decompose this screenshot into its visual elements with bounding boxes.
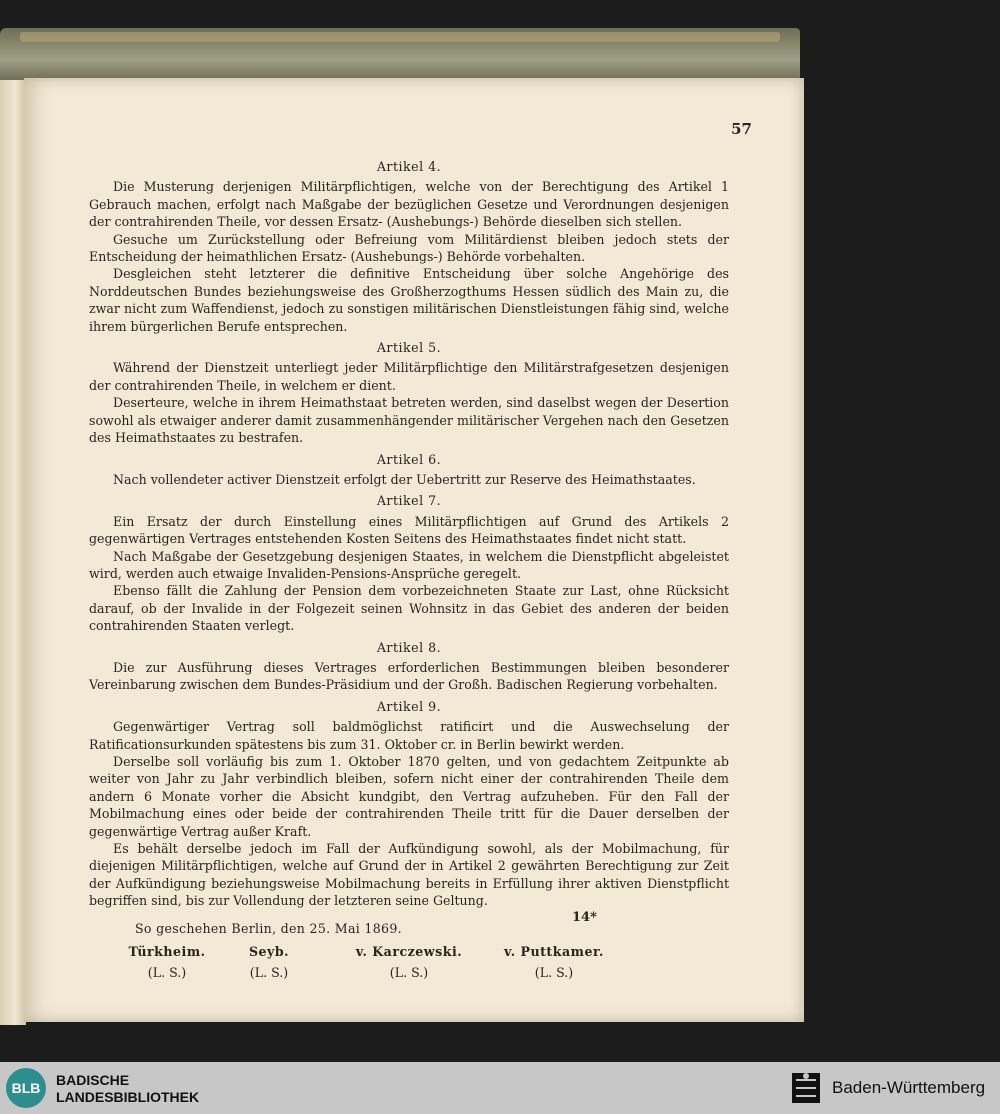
paragraph: Es behält derselbe jedoch im Fall der Aufkündigung sowohl, als der Mobilmachung, für diejenigen Militärpflichtigen, welche auf Grund der in Artikel 2 gewährten Berechtigung zur Zeit der Aufkündigung beziehungsweise Mobilmachung bereits in Erfüllung ihrer aktiven Dienstpflicht begriffen sind, bis zur Vollendung der letzteren seine Geltung.: [89, 841, 729, 909]
signer: [339, 943, 479, 982]
paragraph: Gegenwärtiger Vertrag soll baldmöglichst ratificirt und die Auswechselung der Ratificationsurkunden spätestens bis zum 31. Oktober cr. in Berlin bewirkt werden.: [89, 719, 729, 752]
signers-row: [89, 943, 729, 982]
signer: [229, 943, 309, 982]
signer-name: Seyb.: [248, 944, 290, 960]
footer-bar: [0, 1062, 1000, 1114]
signer-name: v. Puttkamer.: [504, 944, 604, 960]
article-title: Artikel 9.: [376, 698, 442, 714]
paragraph: Ein Ersatz der durch Einstellung eines Militärpflichtigen auf Grund des Artikels 2 gegenwärtigen Vertrages entstehenden Kosten Seitens des Heimathstaates findet nicht statt.: [89, 513, 729, 547]
seal-mark: (L. S.): [389, 965, 429, 981]
signer: [489, 943, 619, 982]
paragraph: Während der Dienstzeit unterliegt jeder Militärpflichtige den Militärstrafgesetzen desjenigen der contrahirenden Theile, in welchem er dient.: [89, 360, 729, 393]
seal-mark: (L. S.): [534, 965, 574, 981]
signer-name: v. Karczewski.: [355, 944, 463, 960]
paragraph: Nach vollendeter activer Dienstzeit erfolgt der Uebertritt zur Reserve des Heimathstaates.: [113, 471, 696, 487]
place-date: So geschehen Berlin, den 25. Mai 1869.: [135, 920, 402, 936]
paragraph: Derselbe soll vorläufig bis zum 1. Oktober 1870 gelten, und von gedachtem Zeitpunkte ab weiter von Jahr zu Jahr verbindlich bleiben, sofern nicht einer der contrahirenden Theile dem andern 6 Monate vorher die Absicht kundgibt, den Vertrag aufzuheben. Für den Fall der Mobilmachung eines oder beide der contrahirenden Theile tritt für die Dauer derselben der gegenwärtige Vertrag außer Kraft.: [89, 754, 729, 839]
blb-name-line2: LANDESBIBLIOTHEK: [56, 1089, 200, 1105]
bw-label[interactable]: Baden-Württemberg: [832, 1078, 986, 1097]
coat-of-arms-icon: [790, 1070, 822, 1106]
blb-logo-icon[interactable]: BLB: [6, 1068, 46, 1108]
article-title: Artikel 8.: [376, 639, 442, 655]
article-4: [89, 158, 729, 335]
signer: [117, 943, 217, 982]
article-6: [89, 451, 729, 489]
paragraph: Deserteure, welche in ihrem Heimathstaat betreten werden, sind daselbst wegen der Desertion sowohl als etwaiger anderer damit zusammenhängender militärischer Vergehen nach den Gesetzen des Heimathstaates zu bestrafen.: [89, 395, 729, 446]
blb-name-line1: BADISCHE: [56, 1072, 130, 1088]
paragraph: Die zur Ausführung dieses Vertrages erforderlichen Bestimmungen bleiben besonderer Vereinbarung zwischen dem Bundes-Präsidium und der Großh. Badischen Regierung vorbehalten.: [89, 659, 729, 693]
article-9: [89, 698, 729, 910]
article-5: [89, 339, 729, 446]
book-top-edge: [20, 32, 780, 42]
seal-mark: (L. S.): [249, 965, 289, 981]
page-content: [89, 154, 729, 982]
paragraph: Gesuche um Zurückstellung oder Befreiung vom Militärdienst bleiben jedoch stets der Entscheidung der heimathlichen Ersatz- (Aushebungs-) Behörde vorbehalten.: [89, 231, 729, 265]
signer-name: Türkheim.: [128, 944, 206, 960]
seal-mark: (L. S.): [147, 965, 187, 981]
paragraph: Nach Maßgabe der Gesetzgebung desjenigen Staates, in welchem die Dienstpflicht abgeleistet wird, werden auch etwaige Invaliden-Pensions-Ansprüche geregelt.: [89, 548, 729, 581]
article-title: Artikel 4.: [376, 159, 442, 174]
left-page-edge: [0, 80, 26, 1025]
document-page: [24, 78, 804, 1022]
closing-block: [89, 920, 729, 982]
article-7: [89, 492, 729, 634]
article-8: [89, 639, 729, 694]
sheet-signature: 14*: [572, 910, 597, 925]
blb-name[interactable]: [56, 1072, 199, 1106]
paragraph: Ebenso fällt die Zahlung der Pension dem vorbezeichneten Staate zur Last, ohne Rücksicht darauf, ob der Invalide in der Folgezeit seinen Wohnsitz in das Gebiet des anderen der beiden contrahirenden Staaten verlegt.: [89, 583, 729, 634]
paragraph: Desgleichen steht letzterer die definitive Entscheidung über solche Angehörige des Norddeutschen Bundes beziehungsweise des Großherzogthums Hessen südlich des Main zu, die zwar nicht zum Waffendienst, jedoch zu sonstigen militärischen Dienstleistungen fähig sind, welche ihrem bürgerlichen Berufe entsprechen.: [89, 266, 729, 334]
page-number: 57: [731, 120, 752, 138]
article-title: Artikel 6.: [376, 451, 442, 467]
article-title: Artikel 5.: [376, 340, 442, 356]
paragraph: Die Musterung derjenigen Militärpflichtigen, welche von der Berechtigung des Artikel 1 Gebrauch machen, erfolgt nach Maßgabe der bezüglichen Gesetze und Verordnungen desjenigen der contrahirenden Theile, vor dessen Ersatz- (Aushebungs-) Behörde dieselben sich stellen.: [89, 179, 729, 230]
article-title: Artikel 7.: [376, 493, 442, 509]
